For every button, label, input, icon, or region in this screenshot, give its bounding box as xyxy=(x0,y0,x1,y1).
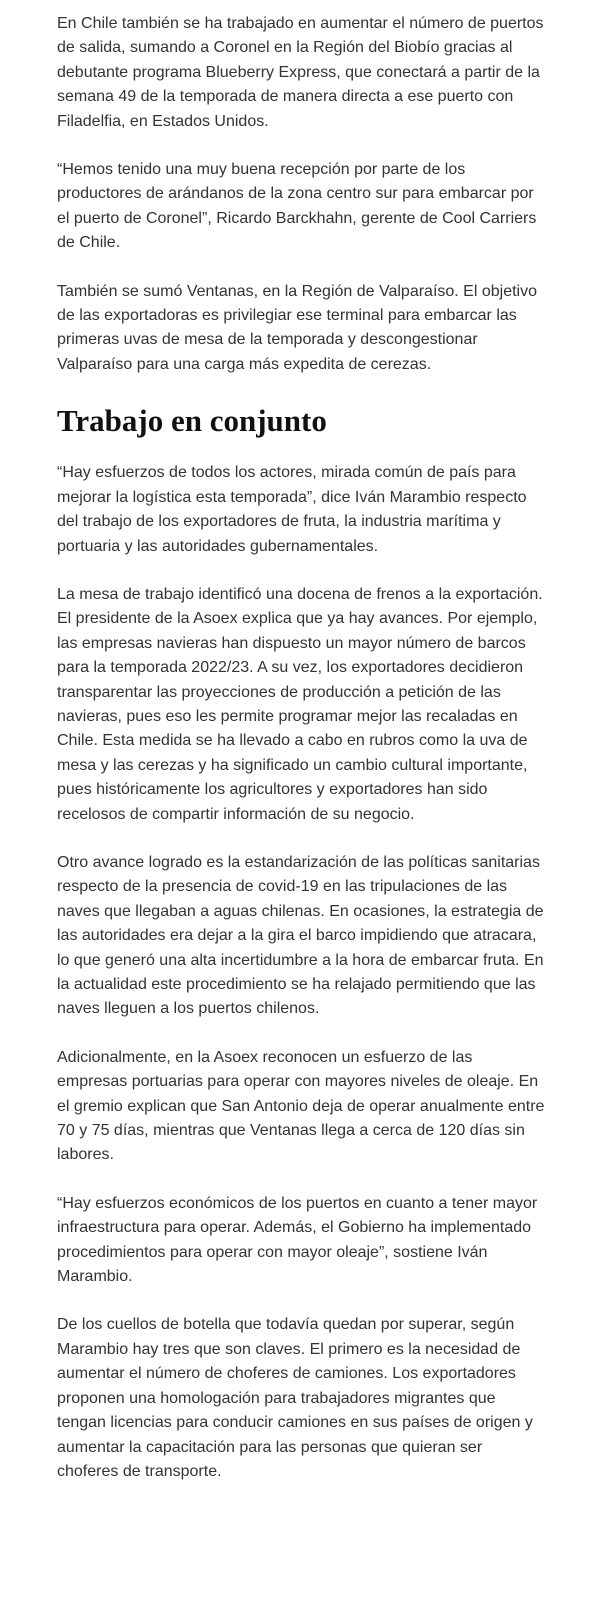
paragraph-bottlenecks: De los cuellos de botella que todavía quedan por superar, según Marambio hay tres que son claves. El primero es la necesidad de aumentar el número de choferes de camiones. Los exportadores proponen una homologación para trabajadores migrantes que tengan licencias para conducir camiones en sus países de origen y aumentar la capacitación para las personas que quieran ser choferes de transporte. xyxy=(57,1316,533,1480)
article-body xyxy=(57,12,547,1508)
paragraph-covid-policies: Otro avance logrado es la estandarización de las políticas sanitarias respecto de la presencia de covid-19 en las tripulaciones de las naves que llegaban a aguas chilenas. En ocasiones, la estrategia de las autoridades era dejar a la gira el barco impidiendo que atracara, lo que generó una alta incertidumbre a la hora de embarcar fruta. En la actualidad este procedimiento se ha relajado permitiendo que las naves lleguen a los puertos chilenos. xyxy=(57,853,544,1018)
paragraph-ventanas-port: También se sumó Ventanas, en la Región de Valparaíso. El objetivo de las exportadoras es privilegiar ese terminal para embarcar las primeras uvas de mesa de la temporada y descongestionar Valparaíso para una carga más expedita de cerezas. xyxy=(57,282,537,373)
paragraph-ports-quote: “Hay esfuerzos económicos de los puertos en cuanto a tener mayor infraestructura para operar. Además, el Gobierno ha implementado procedimientos para operar con mayor oleaje”, sostiene Iván Marambio. xyxy=(57,1194,538,1286)
section-heading: Trabajo en conjunto xyxy=(57,403,327,439)
paragraph-work-table: La mesa de trabajo identificó una docena de frenos a la exportación. El presidente de la Asoex explica que ya hay avances. Por ejemplo, las empresas navieras han dispuesto un mayor número de barcos para la temporada 2022/23. A su vez, los exportadores decidieron transparentar las proyecciones de producción a petición de las navieras, pues eso les permite programar mejor las recaladas en Chile. Esta medida se ha llevado a cabo en rubros como la uva de mesa y las cerezas y ha significado un cambio cultural importante, pues históricamente los agricultores y exportadores han sido recelosos de compartir información de su negocio. xyxy=(57,585,543,823)
paragraph-coronel-port: En Chile también se ha trabajado en aumentar el número de puertos de salida, sumando a Coronel en la Región del Biobío gracias al debutante programa Blueberry Express, que conectará a partir de la semana 49 de la temporada de manera directa a ese puerto con Filadelfia, en Estados Unidos. xyxy=(57,15,544,130)
paragraph-port-swell: Adicionalmente, en la Asoex reconocen un esfuerzo de las empresas portuarias para operar con mayores niveles de oleaje. En el gremio explican que San Antonio deja de operar anualmente entre 70 y 75 días, mientras que Ventanas llega a cerca de 120 días sin labores. xyxy=(57,1048,545,1164)
paragraph-barckhahn-quote: “Hemos tenido una muy buena recepción por parte de los productores de arándanos de la zona centro sur para embarcar por el puerto de Coronel”, Ricardo Barckhahn, gerente de Cool Carriers de Chile. xyxy=(57,161,537,252)
paragraph-marambio-quote: “Hay esfuerzos de todos los actores, mirada común de país para mejorar la logística esta temporada”, dice Iván Marambio respecto del trabajo de los exportadores de fruta, la industria marítima y portuaria y las autoridades gubernamentales. xyxy=(57,464,527,555)
